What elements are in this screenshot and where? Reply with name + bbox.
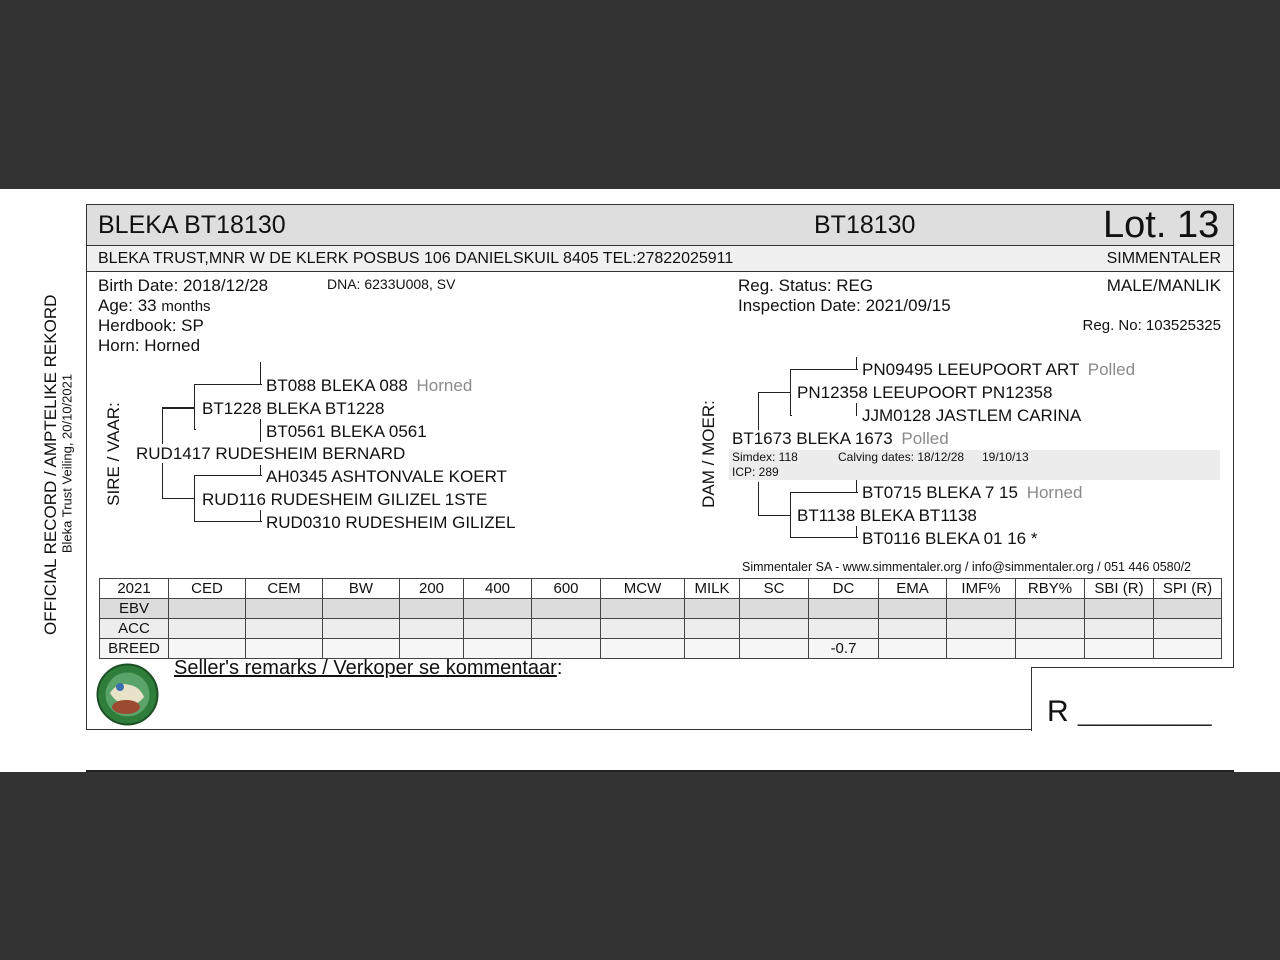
ebv-cell <box>1085 599 1154 619</box>
price-currency: R <box>1047 695 1069 728</box>
reg-number: Reg. No: 103525325 <box>1082 317 1221 334</box>
remarks-colon: : <box>556 657 563 679</box>
dam-tree-line <box>758 482 759 515</box>
ebv-cell <box>323 619 400 639</box>
ebv-cell <box>464 619 532 639</box>
ebv-cell <box>1085 619 1154 639</box>
horn-status: Horn: Horned <box>98 336 201 355</box>
ebv-column-header: 200 <box>400 579 464 599</box>
ebv-cell: -0.7 <box>809 639 879 659</box>
ebv-cell <box>1016 599 1085 619</box>
ebv-cell <box>246 599 323 619</box>
sire-tree-line <box>162 407 194 409</box>
sire-tree-line <box>260 465 261 476</box>
ebv-row-label: ACC <box>100 619 169 639</box>
breed-label: SIMMENTALER <box>1106 250 1221 267</box>
dam-tree-line <box>856 357 857 370</box>
dam-sire: PN12358 LEEUPOORT PN12358 <box>797 383 1053 402</box>
ebv-cell <box>1154 619 1222 639</box>
dam-tree-line <box>758 515 790 516</box>
ebv-column-header: 400 <box>464 579 532 599</box>
ebv-cell <box>169 599 246 619</box>
ebv-column-header: SBI (R) <box>1085 579 1154 599</box>
dam <box>732 429 949 449</box>
ebv-cell <box>601 639 685 659</box>
dam-sire-dam: JJM0128 JASTLEM CARINA <box>862 406 1082 425</box>
ebv-header-row <box>100 579 1222 599</box>
horn-tag: Polled <box>1087 360 1136 379</box>
sire-tree-line <box>194 384 195 430</box>
ebv-cell <box>685 599 740 619</box>
remarks-text: Seller's remarks / Verkoper se kommentaar <box>174 657 557 679</box>
herdbook: Herdbook: SP <box>98 316 204 335</box>
ebv-cell <box>740 639 809 659</box>
pedigree-name: BT0715 BLEKA 7 15 <box>862 483 1018 502</box>
ebv-cell <box>1085 639 1154 659</box>
dam-tree-line <box>856 403 857 416</box>
ebv-column-header: CEM <box>246 579 323 599</box>
sire-sire-sire <box>266 376 472 396</box>
ebv-cell <box>601 619 685 639</box>
price-blank[interactable]: __________ <box>1078 700 1212 727</box>
ebv-cell <box>1154 599 1222 619</box>
sire: RUD1417 RUDESHEIM BERNARD <box>136 444 406 463</box>
ebv-cell <box>1154 639 1222 659</box>
ebv-cell <box>685 639 740 659</box>
dam-sire-sire <box>862 360 1135 380</box>
ebv-cell <box>879 599 947 619</box>
auction-label: Bleka Trust Veiling, 20/10/2021 <box>59 373 75 554</box>
pedigree-name: PN09495 LEEUPOORT ART <box>862 360 1080 379</box>
ebv-cell <box>464 599 532 619</box>
dam-tree-line <box>790 415 792 416</box>
ebv-cell <box>947 639 1016 659</box>
sire-tree-line <box>260 510 261 522</box>
simdex: Simdex: 118 <box>732 450 798 464</box>
ebv-table <box>99 578 1222 659</box>
sire-tree-line <box>162 498 194 499</box>
sire-sire: BT1228 BLEKA BT1228 <box>202 399 385 418</box>
ebv-cell <box>323 639 400 659</box>
dam-tree-line <box>790 369 858 370</box>
age-value: Age: 33 <box>98 296 157 315</box>
ebv-cell <box>879 619 947 639</box>
ebv-cell <box>879 639 947 659</box>
ebv-table-row <box>100 599 1222 619</box>
ebv-column-header: MCW <box>601 579 685 599</box>
ebv-row-label: EBV <box>100 599 169 619</box>
ebv-cell <box>532 639 601 659</box>
dam-tree-line <box>790 492 791 538</box>
dam-tree-line <box>790 369 791 415</box>
dna: DNA: 6233U008, SV <box>327 276 456 292</box>
sire-tree-line <box>194 429 196 430</box>
birth-date: Birth Date: 2018/12/28 <box>98 276 269 295</box>
dam-tree-line <box>856 526 857 538</box>
pedigree-name: BT1673 BLEKA 1673 <box>732 429 893 448</box>
sire-tree-line <box>194 384 262 385</box>
ebv-cell <box>400 619 464 639</box>
ebv-column-header: SC <box>740 579 809 599</box>
calving-dates: Calving dates: 18/12/28 <box>838 450 965 464</box>
official-record-label: OFFICIAL RECORD / AMPTELIKE REKORD <box>41 294 60 635</box>
ebv-column-header: SPI (R) <box>1154 579 1222 599</box>
inspection-date: Inspection Date: 2021/09/15 <box>738 296 951 315</box>
ebv-table-row <box>100 639 1222 659</box>
ebv-cell <box>400 599 464 619</box>
sire-tree-line <box>260 419 261 442</box>
remarks-label <box>174 657 562 680</box>
sire-tree-line <box>260 362 261 385</box>
dam-tree-line <box>758 392 790 393</box>
ebv-cell <box>246 619 323 639</box>
sire-dam: RUD116 RUDESHEIM GILIZEL 1STE <box>202 490 488 509</box>
sire-dam-dam: RUD0310 RUDESHEIM GILIZEL <box>266 513 516 532</box>
contact-line: Simmentaler SA - www.simmentaler.org / info@simmentaler.org / 051 446 0580/2 <box>742 560 1192 574</box>
dam-dam: BT1138 BLEKA BT1138 <box>797 506 977 525</box>
ebv-cell <box>740 599 809 619</box>
animal-name: BLEKA BT18130 <box>98 211 286 239</box>
ebv-cell <box>169 619 246 639</box>
ebv-cell <box>947 599 1016 619</box>
ebv-row-label: BREED <box>100 639 169 659</box>
calving-date-2: 19/10/13 <box>982 450 1029 464</box>
dam-tree-line <box>790 537 858 538</box>
icp: ICP: 289 <box>732 465 779 479</box>
ebv-column-header: 600 <box>532 579 601 599</box>
sire-tree-line <box>194 521 262 522</box>
ebv-cell <box>464 639 532 659</box>
sire-label: SIRE / VAAR: <box>104 402 123 506</box>
ebv-cell <box>947 619 1016 639</box>
ebv-cell <box>1016 619 1085 639</box>
sire-tree-line <box>194 475 262 476</box>
owner-line: BLEKA TRUST,MNR W DE KLERK POSBUS 106 DANIELSKUIL 8405 TEL:27822025911 <box>98 250 734 267</box>
ebv-table-row <box>100 619 1222 639</box>
sire-tree-line <box>162 407 163 444</box>
horn-tag: Polled <box>901 429 949 448</box>
dam-tree-line <box>758 392 759 430</box>
sire-sire-dam: BT0561 BLEKA 0561 <box>266 422 427 441</box>
horn-tag: Horned <box>416 376 473 395</box>
animal-id: BT18130 <box>814 211 916 239</box>
ebv-cell <box>809 599 879 619</box>
dam-tree-line <box>856 480 857 493</box>
ebv-column-header: MILK <box>685 579 740 599</box>
ebv-column-header: IMF% <box>947 579 1016 599</box>
ebv-cell <box>1016 639 1085 659</box>
sire-dam-sire: AH0345 ASHTONVALE KOERT <box>266 467 507 486</box>
ebv-column-header: RBY% <box>1016 579 1085 599</box>
sire-tree-line <box>194 475 195 522</box>
ebv-cell <box>685 619 740 639</box>
sex: MALE/MANLIK <box>1106 276 1221 295</box>
bottom-rule <box>86 770 1234 772</box>
ebv-cell <box>532 619 601 639</box>
ebv-column-header: DC <box>809 579 879 599</box>
ebv-column-header: BW <box>323 579 400 599</box>
ebv-cell <box>169 639 246 659</box>
seller-logo <box>96 663 159 726</box>
ebv-year: 2021 <box>100 579 169 599</box>
ebv-cell <box>400 639 464 659</box>
ebv-cell <box>323 599 400 619</box>
reg-status: Reg. Status: REG <box>738 276 874 295</box>
dam-info-band <box>729 450 1220 480</box>
ebv-cell <box>246 639 323 659</box>
lot-number: Lot. 13 <box>1103 204 1220 246</box>
dam-dam-sire <box>862 483 1082 503</box>
pedigree-name: BT088 BLEKA 088 <box>266 376 408 395</box>
ebv-column-header: CED <box>169 579 246 599</box>
ebv-cell <box>809 619 879 639</box>
ebv-cell <box>740 619 809 639</box>
horn-tag: Horned <box>1026 483 1083 502</box>
dam-tree-line <box>790 492 858 493</box>
ebv-cell <box>532 599 601 619</box>
age-unit: months <box>161 298 211 315</box>
ebv-cell <box>601 599 685 619</box>
sire-tree-line <box>162 463 163 499</box>
globe-logo-icon <box>96 663 159 726</box>
age <box>98 296 211 316</box>
dam-label: DAM / MOER: <box>699 400 718 508</box>
dam-dam-dam: BT0116 BLEKA 01 16 * <box>862 529 1038 548</box>
ebv-column-header: EMA <box>879 579 947 599</box>
